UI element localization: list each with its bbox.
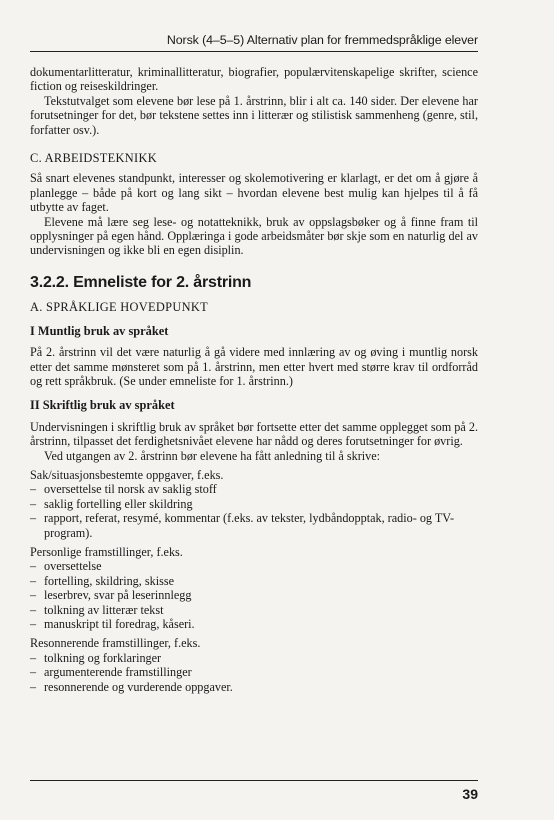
list-item: – oversettelse til norsk av saklig stoff bbox=[30, 482, 217, 497]
subsection-ii-paragraph-2: Ved utgangen av 2. årstrinn bør elevene ha fått anledning til å skrive: bbox=[44, 448, 381, 463]
list-group-2 bbox=[30, 559, 478, 631]
list-group-1 bbox=[30, 482, 478, 540]
list-item: – argumenterende framstillinger bbox=[30, 665, 192, 680]
list-item: – rapport, referat, resymé, kommentar (f.eks. av tekster, lydbåndopptak, radio- og TV-program). bbox=[30, 511, 455, 540]
footer-rule bbox=[30, 780, 478, 781]
list-item: – saklig fortelling eller skildring bbox=[30, 496, 193, 511]
list-item: – fortelling, skildring, skisse bbox=[30, 573, 174, 588]
section-a-heading: A. SPRÅKLIGE HOVEDPUNKT bbox=[30, 300, 208, 315]
list-group-2-title: Personlige framstillinger, f.eks. bbox=[30, 544, 183, 559]
subsection-ii-paragraph-1: Undervisningen i skriftlig bruk av språket bør fortsette etter det samme opplegget som på 2. årstrinn, tilpasset det ferdighetsnivået elevene har nådd og deres forutsetninger for øvrig. bbox=[30, 419, 478, 449]
list-item: – tolkning av litterær tekst bbox=[30, 602, 164, 617]
subsection-i-paragraph: På 2. årstrinn vil det være naturlig å gå videre med innlæring av og øving i muntlig norsk etter det samme mønsteret som på 1. årstrinn, men etter hvert med større krav til ordforråd og rett språkbruk. (Se under emneliste for 1. årstrinn.) bbox=[30, 345, 478, 388]
subsection-i-heading: I Muntlig bruk av språket bbox=[30, 323, 169, 338]
intro-paragraph-2: Tekstutvalget som elevene bør lese på 1. årstrinn, blir i alt ca. 140 sider. Der elevene har forutsetninger for det, bør tekstene settes inn i litterær og stilistisk sammenheng (genre, stil, forfatter osv.). bbox=[30, 93, 478, 137]
page-body bbox=[30, 65, 478, 694]
list-group-3-title: Resonnerende framstillinger, f.eks. bbox=[30, 636, 201, 651]
section-c-paragraph-1: Så snart elevenes standpunkt, interesser og skolemotivering er klarlagt, er det om å gjøre å planlegge – både på kort og lang sikt – hvordan elevene best mulig kan hjelpes til å få utbytte av faget. bbox=[30, 171, 478, 215]
list-group-1-title: Sak/situasjonsbestemte oppgaver, f.eks. bbox=[30, 467, 224, 482]
list-item: – resonnerende og vurderende oppgaver. bbox=[30, 679, 233, 694]
page-number: 39 bbox=[462, 786, 478, 802]
section-322-heading: 3.2.2. Emneliste for 2. årstrinn bbox=[30, 273, 252, 291]
list-item: – tolkning og forklaringer bbox=[30, 650, 162, 665]
list-item: – leserbrev, svar på leserinnlegg bbox=[30, 588, 192, 603]
section-c-heading: C. ARBEIDSTEKNIKK bbox=[30, 151, 157, 166]
running-header: Norsk (4–5–5) Alternativ plan for fremmedspråklige elever bbox=[166, 33, 478, 47]
list-item: – manuskript til foredrag, kåseri. bbox=[30, 617, 195, 631]
section-c-paragraph-2: Elevene må lære seg lese- og notatteknikk, bruk av oppslagsbøker og å finne fram til opplysninger på egen hånd. Opplæringa i gode arbeidsmåter bør skje som en naturlig del av undervisningen og ikke bli en egen disiplin. bbox=[30, 214, 478, 258]
intro-paragraph-1: dokumentarlitteratur, kriminallitteratur, biografier, populærvitenskapelige skrifter, science fiction og reiseskildringer. bbox=[30, 65, 478, 94]
header-rule bbox=[30, 51, 478, 52]
list-group-3 bbox=[30, 651, 478, 694]
subsection-ii-heading: II Skriftlig bruk av språket bbox=[30, 398, 175, 413]
list-item: – oversettelse bbox=[30, 559, 102, 574]
